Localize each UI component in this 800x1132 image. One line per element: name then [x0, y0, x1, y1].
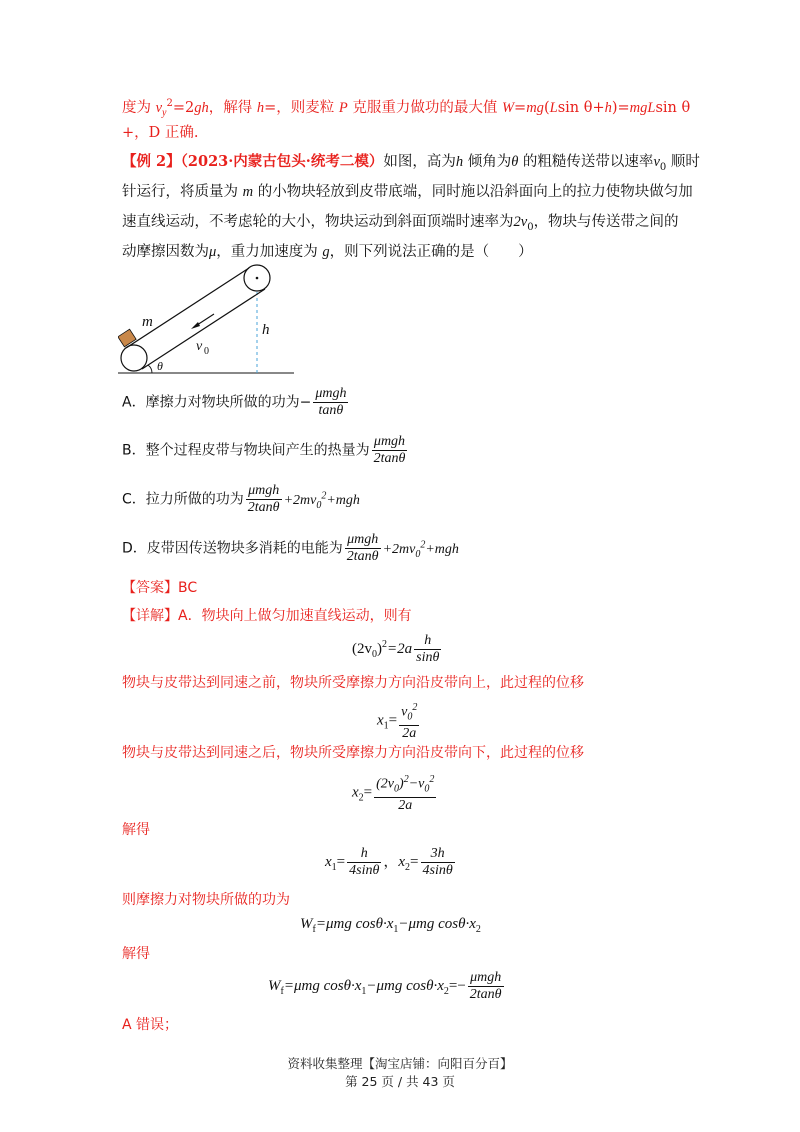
example-stem-line-3: 速直线运动，不考虑轮的大小，物块运动到斜面顶端时速率为$2v_0$，物块与传送带之间的 — [122, 214, 679, 233]
equation-2: $x_1=$ $\frac{v_0^2}{2a}$ — [377, 702, 418, 742]
label-m: m — [142, 314, 153, 330]
label-h: h — [262, 322, 270, 338]
footer-source: 资料收集整理【淘宝店铺：向阳百分百】 — [287, 1056, 513, 1071]
explanation-3: 解得 — [122, 822, 150, 838]
page-number: 第 25 页 / 共 43 页 — [345, 1074, 455, 1089]
equation-4: $x_1=$ $\frac{h}{4\sin\theta}$ ，$x_2=$ $\frac{3h}{4\sin\theta}$ — [325, 846, 453, 878]
example-tag: 【例 2】 — [122, 153, 181, 170]
angle-arc — [148, 365, 152, 373]
block — [118, 329, 136, 347]
example-stem-line-4: 动摩擦因数为μ，重力加速度为 g，则下列说法正确的是（ ） — [122, 244, 533, 260]
option-d: D．皮带因传送物块多消耗的电能为 $\frac{\text{μmgh}}{2\tan\theta}$ $+2mv_0^2+mgh$ — [122, 532, 459, 564]
equation-6: $W_f=\mu mg$ $\cos\theta\cdot x_1-\mu mg$ $\cos\theta\cdot x_2=-$ $\frac{\text{μmgh}}{2\tan\theta}$ — [268, 970, 502, 1002]
belt-lower — [142, 289, 265, 369]
example-stem-line-1: 【例 2】（2023·内蒙古包头·统考二模）如图，高为h 倾角为θ 的粗糙传送带以速率$v_0$ 顺时 — [122, 153, 700, 173]
equation-3: $x_2=$ $\frac{(2v_0)^2-v_0^2}{2a}$ — [352, 774, 435, 814]
explanation-6: A 错误； — [122, 1017, 179, 1033]
option-b: B．整个过程皮带与物块间产生的热量为 $\frac{\text{μmgh}}{2\tan\theta}$ — [122, 434, 406, 466]
label-v0: v — [196, 339, 203, 354]
equation-5: $W_f=\mu mg$ $\cos\theta\cdot x_1-\mu mg$ $\cos\theta\cdot x_2$ — [300, 916, 481, 935]
explanation-4: 则摩擦力对物块所做的功为 — [122, 892, 290, 908]
label-theta: θ — [157, 359, 163, 373]
explanation-1: 物块与皮带达到同速之前，物块所受摩擦力方向沿皮带向上，此过程的位移 — [122, 675, 584, 691]
explanation-5: 解得 — [122, 946, 150, 962]
equation-1: $(2v_0)^2=2a$ $\frac{h}{\sin\theta}$ — [352, 633, 440, 665]
belt-upper — [126, 268, 249, 348]
continuation-line-1: 度为 $v_y^2=2gh$，解得 h=，则麦粒 P 克服重力做功的最大值 W=mg(Lsin θ+h)=mgLsin θ — [122, 98, 691, 119]
answer-line: 【答案】BC — [122, 580, 198, 596]
explanation-2: 物块与皮带达到同速之后，物块所受摩擦力方向沿皮带向下，此过程的位移 — [122, 745, 584, 761]
bottom-wheel — [121, 345, 147, 371]
option-c: C．拉力所做的功为 $\frac{\text{μmgh}}{2\tan\theta}$ $+2mv_0^2+mgh$ — [122, 483, 360, 515]
continuation-line-2: +，D 正确. — [122, 125, 199, 141]
example-stem-line-2: 针运行，将质量为 m 的小物块轻放到皮带底端，同时施以沿斜面向上的拉力使物块做匀加 — [122, 184, 693, 200]
label-v0-sub: 0 — [204, 346, 209, 357]
example-source: （2023·内蒙古包头·统考二模） — [180, 153, 384, 170]
detail-line: 【详解】A．物块向上做匀加速直线运动，则有 — [122, 608, 412, 624]
option-a: A．摩擦力对物块所做的功为− $\frac{\text{μmgh}}{\tan\theta}$ — [122, 386, 347, 418]
conveyor-figure — [118, 262, 298, 380]
